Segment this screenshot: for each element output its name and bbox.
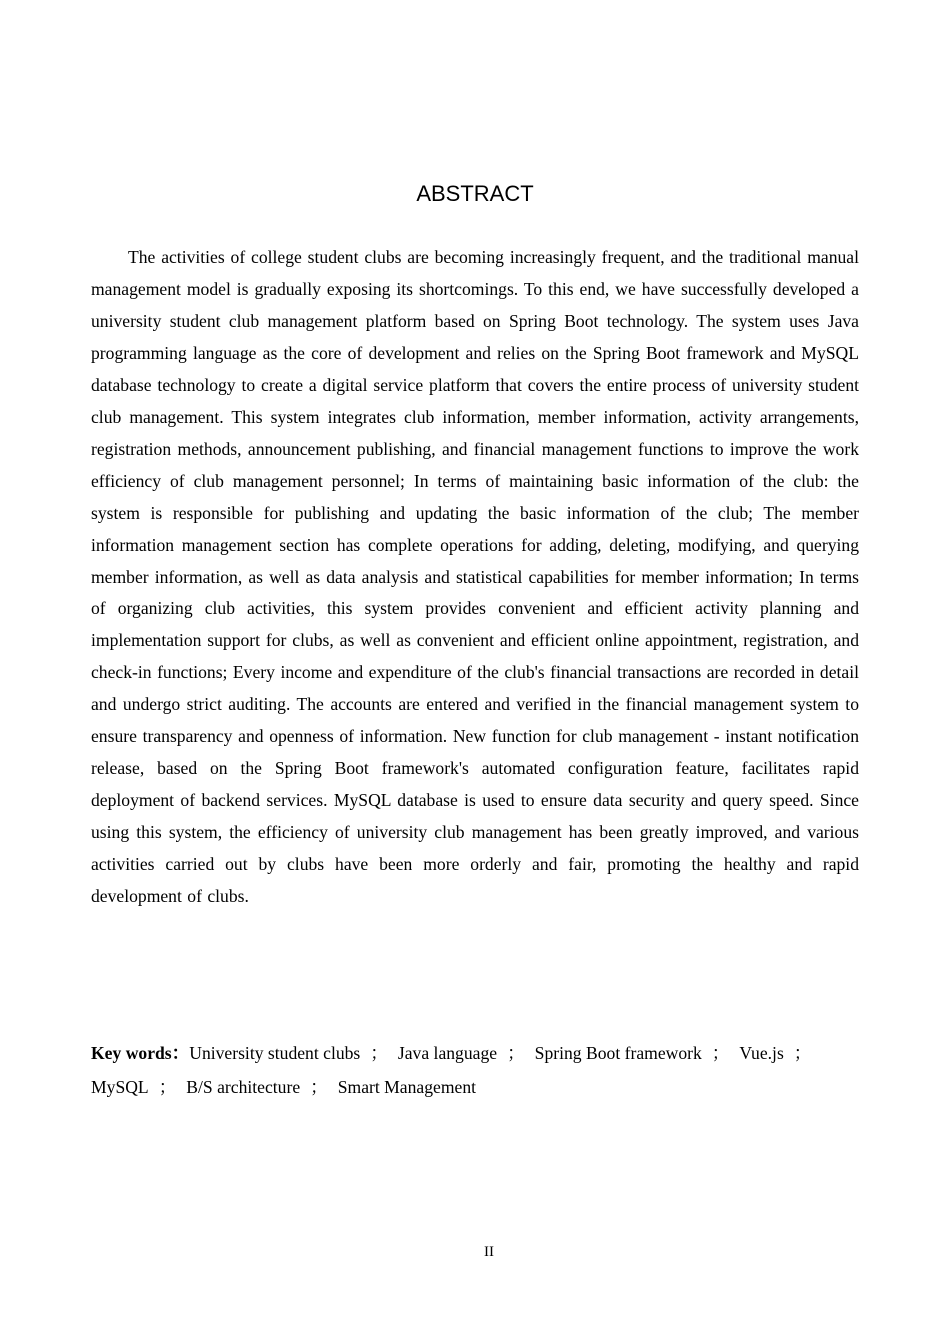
keywords-label: Key words： [91, 1043, 190, 1063]
keyword-item: University student clubs [189, 1043, 361, 1063]
keyword-separator: ； [310, 1076, 328, 1097]
keyword-item: Spring Boot framework [534, 1043, 702, 1063]
keyword-item: MySQL [91, 1076, 149, 1097]
abstract-heading: ABSTRACT [416, 181, 534, 206]
keyword-separator: ； [793, 1043, 812, 1063]
keyword-separator: ； [158, 1076, 177, 1097]
keyword-item: Java language [397, 1043, 498, 1063]
abstract-paragraph: The activities of college student clubs are becoming increasingly frequent, and the traditional manual management model is gradually exposing its shortcomings. To this end, we have successfully developed a university student club management platform based on Spring Boot technology. The system uses Java programming language as the core of development and relies on the Spring Boot framework and MySQL database technology to create a digital service platform that covers the entire process of university student club management. This system integrates club information, member information, activity arrangements, registration methods, announcement publishing, and financial management functions to improve the work efficiency of club management personnel; In terms of maintaining basic information of the club: the system is responsible for publishing and updating the basic information of the club; The member information management section has complete operations for adding, deleting, modifying, and querying member information, as well as data analysis and statistical capabilities for member information; In terms of organizing club activities, this system provides convenient and efficient activity planning and implementation support for clubs, as well as convenient and efficient online appointment, registration, and check-in functions; Every income and expenditure of the club's financial transactions are recorded in detail and undergo strict auditing. The accounts are entered and verified in the financial management system to ensure transparency and openness of information. New function for club management - instant notification release, based on the Spring Boot framework's automated configuration feature, facilitates rapid deployment of backend services. MySQL database is used to ensure data security and query speed. Since using this system, the efficiency of university club management has been greatly improved, and various activities carried out by clubs have been more orderly and fair, promoting the healthy and rapid development of clubs. [91, 247, 859, 907]
keyword-separator: ； [507, 1043, 525, 1063]
keywords-line [91, 1037, 859, 1104]
keyword-separator: ； [370, 1043, 388, 1063]
keyword-item: Smart Management [337, 1076, 477, 1097]
keyword-item: Vue.js [739, 1043, 784, 1063]
keyword-separator: ； [711, 1043, 730, 1063]
page-number: II [484, 1244, 494, 1260]
keyword-item: B/S architecture [186, 1076, 301, 1097]
